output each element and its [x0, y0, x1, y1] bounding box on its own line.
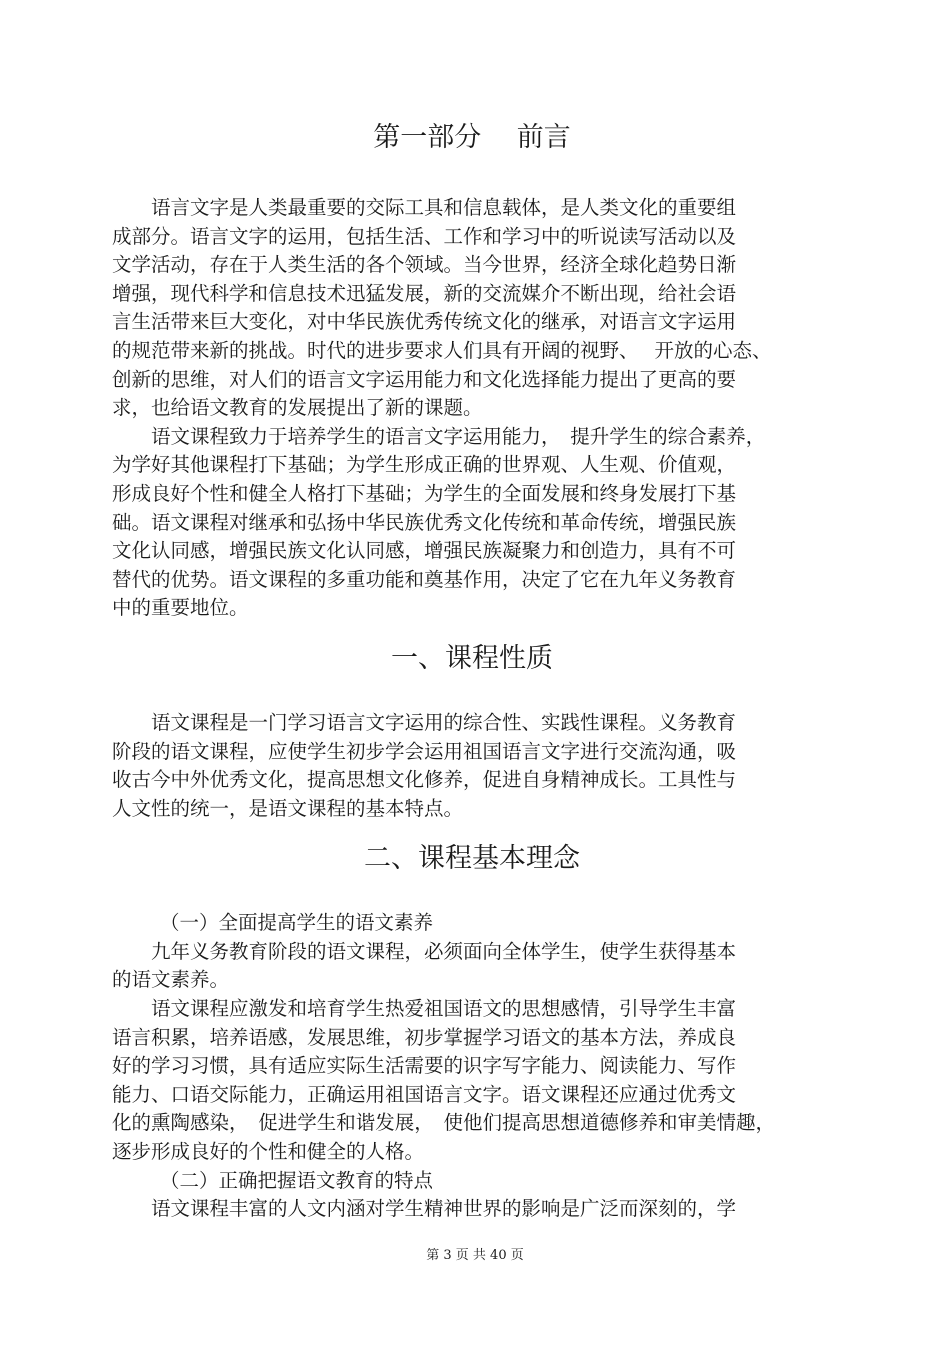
section-heading-course-nature: 一、课程性质 [391, 642, 553, 674]
section-heading-basic-concepts: 二、课程基本理念 [364, 843, 580, 875]
text-line: 文化认同感，增强民族文化认同感，增强民族凝聚力和创造力，具有不可 [112, 539, 737, 563]
text-line: 创新的思维，对人们的语言文字运用能力和文化选择能力提出了更高的要 [112, 367, 737, 391]
text-line: 语文课程是一门学习语言文字运用的综合性、实践性课程。义务教育 [112, 710, 737, 734]
concepts-paragraph-1 [112, 938, 832, 995]
subheading-1: （一）全面提高学生的语文素养 [160, 911, 434, 935]
preface-paragraph-1 [112, 194, 832, 423]
text-line: 中的重要地位。 [112, 596, 249, 620]
text-line: 础。语文课程对继承和弘扬中华民族优秀文化传统和革命传统，增强民族 [112, 510, 737, 534]
text-line: 语言文字是人类最重要的交际工具和信息载体，是人类文化的重要组 [112, 196, 737, 219]
text-line: 形成良好个性和健全人格打下基础；为学生的全面发展和终身发展打下基 [112, 481, 737, 505]
text-line: 能力、口语交际能力，正确运用祖国语言文字。语文课程还应通过优秀文 [112, 1082, 737, 1106]
text-line: 语文课程致力于培养学生的语言文字运用能力， 提升学生的综合素养， [112, 424, 766, 448]
text-line: 言生活带来巨大变化，对中华民族优秀传统文化的继承，对语言文字运用 [112, 310, 737, 334]
subheading-2: （二）正确把握语文教育的特点 [160, 1168, 434, 1192]
text-line: 语文课程丰富的人文内涵对学生精神世界的影响是广泛而深刻的，学 [112, 1197, 737, 1221]
text-line: 的规范带来新的挑战。时代的进步要求人们具有开阔的视野、 开放的心态、 [112, 338, 772, 362]
page-title: 第一部分 前言 [373, 122, 571, 153]
text-line: 人文性的统一，是语文课程的基本特点。 [112, 796, 464, 820]
text-line: 替代的优势。语文课程的多重功能和奠基作用，决定了它在九年义务教育 [112, 567, 737, 591]
text-line: 阶段的语文课程，应使学生初步学会运用祖国语言文字进行交流沟通，吸 [112, 739, 737, 763]
text-line: 求，也给语文教育的发展提出了新的课题。 [112, 396, 483, 420]
page-content [112, 118, 832, 1224]
text-line: 好的学习习惯，具有适应实际生活需要的识字写字能力、阅读能力、写作 [112, 1054, 737, 1078]
text-line: 逐步形成良好的个性和健全的人格。 [112, 1140, 425, 1164]
text-line: 化的熏陶感染， 促进学生和谐发展， 使他们提高思想道德修养和审美情趣， [112, 1111, 776, 1135]
text-line: 文学活动，存在于人类生活的各个领域。当今世界，经济全球化趋势日渐 [112, 253, 737, 277]
text-line: 增强，现代科学和信息技术迅猛发展，新的交流媒介不断出现，给社会语 [112, 281, 737, 305]
text-line: 九年义务教育阶段的语文课程，必须面向全体学生，使学生获得基本 [112, 939, 737, 963]
page-footer: 第 3 页 共 40 页 [426, 1248, 524, 1263]
concepts-paragraph-2 [112, 995, 832, 1167]
preface-paragraph-2 [112, 423, 832, 623]
text-line: 语文课程应激发和培育学生热爱祖国语文的思想感情，引导学生丰富 [112, 997, 737, 1021]
text-line: 收古今中外优秀文化，提高思想文化修养，促进自身精神成长。工具性与 [112, 768, 737, 792]
text-line: 为学好其他课程打下基础；为学生形成正确的世界观、人生观、价值观， [112, 453, 737, 477]
text-line: 的语文素养。 [112, 968, 230, 992]
course-nature-paragraph [112, 709, 832, 823]
text-line: 成部分。语言文字的运用，包括生活、工作和学习中的听说读写活动以及 [112, 224, 737, 248]
text-line: 语言积累，培养语感，发展思维，初步掌握学习语文的基本方法，养成良 [112, 1025, 737, 1049]
concepts-paragraph-3 [112, 1195, 832, 1224]
